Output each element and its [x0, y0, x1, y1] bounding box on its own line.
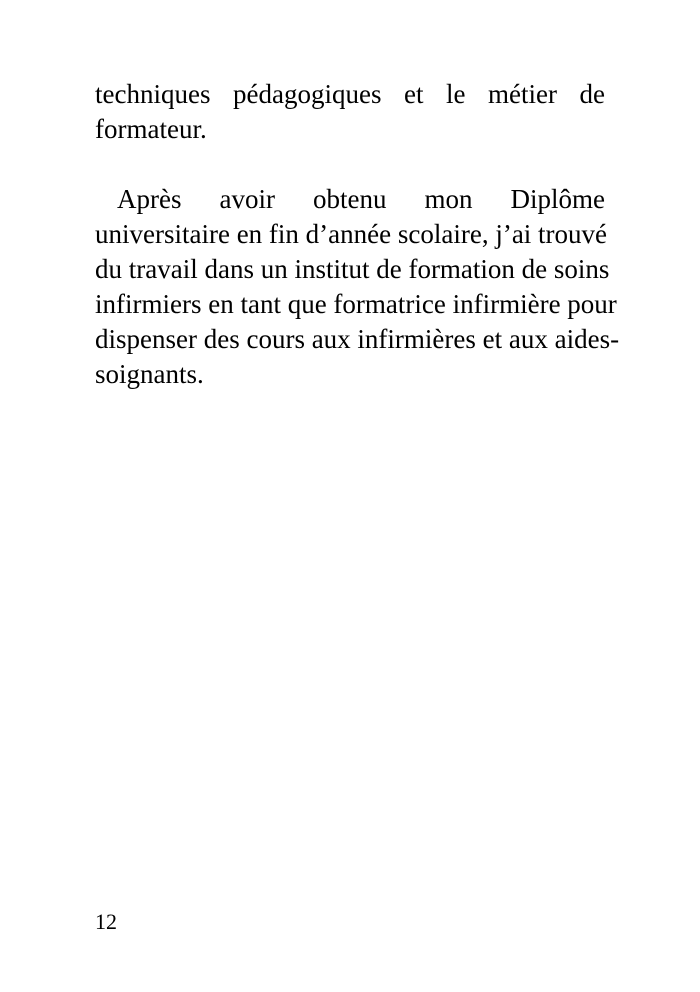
paragraph-2	[95, 182, 620, 392]
text-line: formateur.	[95, 114, 207, 144]
text-line: du travail dans un institut de formation de soins	[95, 254, 610, 284]
body-text	[95, 77, 620, 392]
paragraph-1	[95, 77, 605, 147]
text-line: infirmiers en tant que formatrice infirmière pour	[95, 289, 617, 319]
text-line: soignants.	[95, 359, 204, 389]
text-line: techniques pédagogiques et le métier de	[95, 79, 605, 109]
page-number: 12	[95, 909, 117, 934]
text-line: universitaire en fin d’année scolaire, j’ai trouvé	[95, 219, 608, 249]
text-line: dispenser des cours aux infirmières et aux aides-	[95, 324, 620, 354]
text-line: Après avoir obtenu mon Diplôme	[117, 184, 605, 214]
